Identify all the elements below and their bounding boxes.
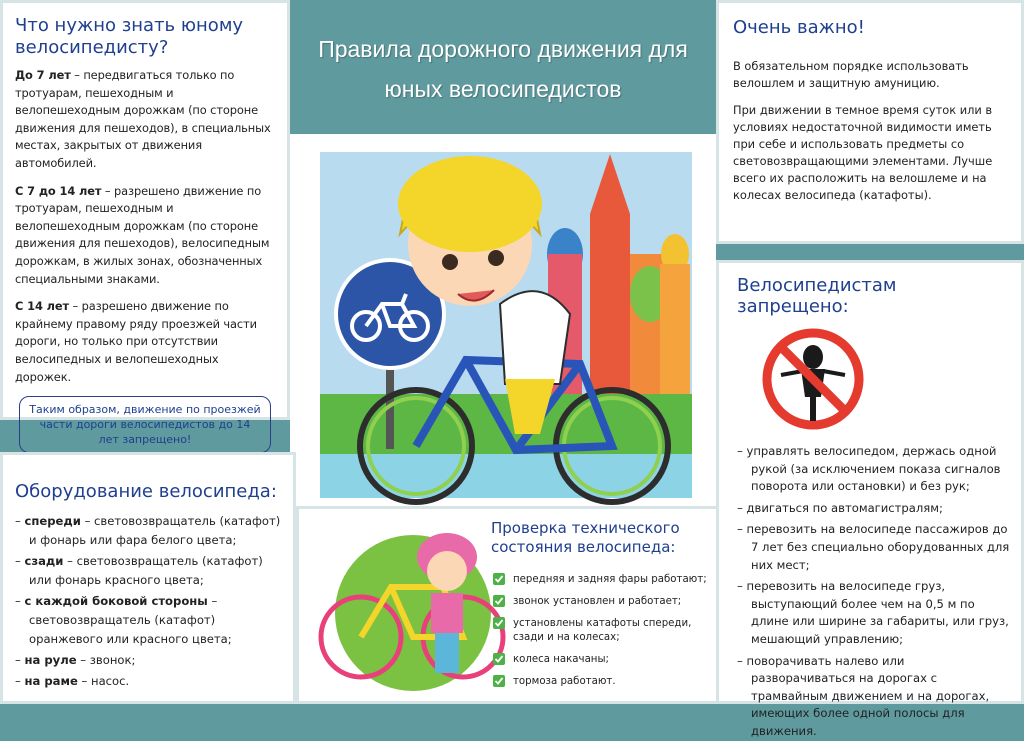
check-icon [493,573,505,585]
forbidden-text: двигаться по автомагистралям; [746,500,943,515]
important-paragraph: В обязательном порядке использовать велошлем и защитную амуницию. [733,59,969,90]
list-item: – на раме – насос. [15,674,130,688]
list-item [493,675,713,689]
title-line-1: Правила дорожного движения для [318,36,688,62]
check-text: передняя и задняя фары работают; [513,574,707,585]
equipment-position: сзади [24,554,64,568]
age-label: С 7 до 14 лет [15,183,102,198]
equipment-text: – звонок; [76,653,136,667]
forbidden-list [737,443,1011,741]
check-icon [493,675,505,687]
checklist [493,573,713,697]
list-item: – управлять велосипедом, держась одной рукой (за исключением показа сигналов поворота или остановки) и без рук; [737,444,1001,494]
check-text: колеса накачаны; [513,654,609,665]
list-item: – перевозить на велосипеде пассажиров до 7 лет без специально оборудованных для них мест; [737,522,1010,572]
important-panel [716,0,1024,244]
young-cyclist-panel [0,0,290,447]
equipment-text: – световозвращатель (катафот) и фонарь или фара белого цвета; [29,514,281,547]
conclusion-callout: Таким образом, движение по проезжей части дороги велосипедистов до 14 лет запрещено! [19,396,271,453]
forbidden-panel [716,260,1024,738]
no-hands-prohibition-icon [761,327,865,431]
list-item: – двигаться по автомагистралям; [737,500,943,515]
equipment-text: – световозвращатель (катафот) оранжевого или красного цвета; [29,594,232,646]
check-text: тормоза работают. [513,676,616,687]
young-cyclist-heading [15,15,277,59]
forbidden-text: управлять велосипедом, держась одной рукой (за исключением показа сигналов поворота или остановки) и без рук; [746,444,1001,494]
forbidden-heading: Велосипедистам запрещено: [737,275,897,317]
list-item: – с каждой боковой стороны – световозвращатель (катафот) оранжевого или красного цвета; [15,594,232,646]
age-label: С 14 лет [15,299,70,314]
equipment-position: на раме [24,674,78,688]
equipment-list [15,512,283,691]
list-item [493,653,713,667]
young-heading-line-2: велосипедисту? [15,37,169,58]
page-title [318,29,688,109]
list-item [493,573,713,587]
check-icon [493,617,505,629]
child-with-bike-illustration [303,513,493,703]
list-item: – спереди – световозвращатель (катафот) и фонарь или фара белого цвета; [15,514,281,547]
list-item [493,617,713,645]
list-item: – сзади – световозвращатель (катафот) или фонарь красного цвета; [15,554,263,587]
technical-check-heading [491,519,680,557]
equipment-panel [0,452,296,704]
forbidden-text: перевозить на велосипеде груз, выступающий более чем на 0,5 м по длине или ширине за габариты, или груз, мешающий управлению; [746,579,1009,646]
illustration-art [290,134,716,508]
age-label: До 7 лет [15,68,71,82]
list-item: – перевозить на велосипеде груз, выступающий более чем на 0,5 м по длине или ширине за габариты, или груз, мешающий управлению; [737,579,1009,646]
list-item: – поворачивать налево или разворачиваться на дорогах с трамвайным движением и на дорогах, имеющих более одной полосы для движения. [737,653,990,738]
check-icon [493,595,505,607]
check-text: установлены катафоты спереди, сзади и на колесах; [513,618,692,643]
forbidden-text: перевозить на велосипеде пассажиров до 7 лет без специально оборудованных для них мест; [746,522,1010,572]
equipment-text: – световозвращатель (катафот) или фонарь красного цвета; [29,554,263,587]
forbidden-text: поворачивать налево или разворачиваться на дорогах с трамвайным движением и на дорогах, имеющих более одной полосы для движения. [746,653,990,738]
check-text: звонок установлен и работает; [513,596,682,607]
tech-heading-line-1: Проверка технического [491,519,680,537]
age-rule-text: – передвигаться только по тротуарам, пешеходным и велопешеходным дорожкам (по стороне движения для пешеходов), в специальных местах, закрытых от движения автомобилей. [15,68,271,170]
poster-title [288,4,718,134]
young-heading-line-1: Что нужно знать юному [15,15,244,36]
equipment-heading: Оборудование велосипеда: [15,481,277,502]
important-paragraph: При движении в темное время суток или в условиях недостаточной видимости иметь при себе и использовать предметы со световозвращающими элементами. Лучше всего их расположить на велошлеме и на колесах велосипеда (катафоты). [733,103,993,202]
age-rule-over-14 [15,298,277,386]
equipment-position: на руле [24,653,77,667]
equipment-text: – насос. [77,674,130,688]
equipment-position: с каждой боковой стороны [24,594,208,608]
age-rule-text: – разрешено движение по тротуарам, пешеходным и велопешеходным дорожкам (по стороне движения для пешеходов), велосипедным дорожкам, в жилых зонах, обозначенных специальными знаками. [15,183,270,286]
age-rule-7-14 [15,183,277,289]
list-item [493,595,713,609]
cyclist-illustration [290,134,716,508]
age-rule-text: – разрешено движение по крайнему правому ряду проезжей части дороги, но только при отсутствии велосипедных и велопешеходных дорожек. [15,299,257,384]
check-icon [493,653,505,665]
title-line-2: юных велосипедистов [384,76,622,102]
important-heading: Очень важно! [733,17,865,38]
technical-check-panel [296,506,720,704]
tech-heading-line-2: состояния велосипеда: [491,538,676,556]
list-item: – на руле – звонок; [15,653,136,667]
equipment-position: спереди [24,514,81,528]
age-rule-under-7 [15,67,277,173]
